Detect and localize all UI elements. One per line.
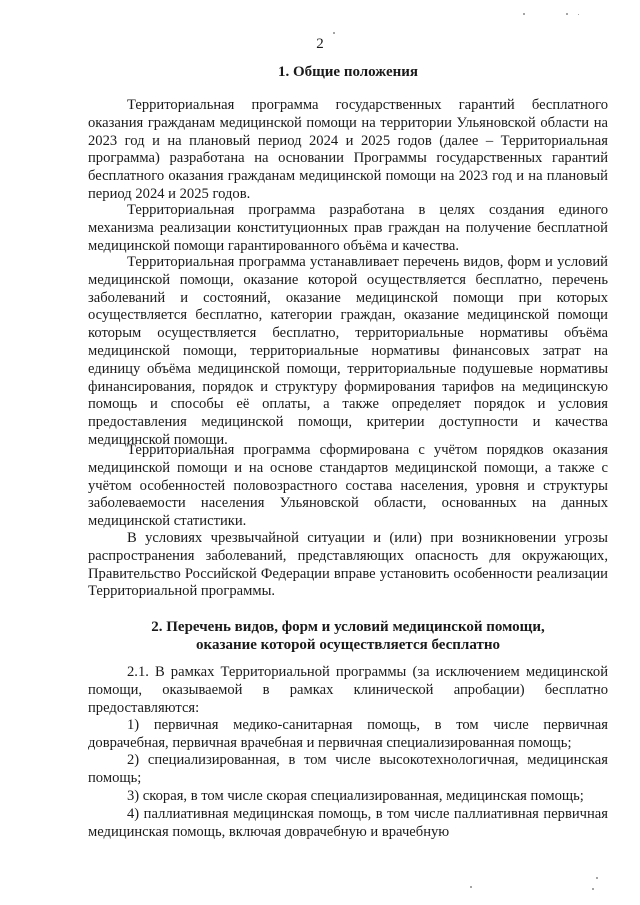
section-2-heading-line-2: оказание которой осуществляется бесплатно — [196, 637, 500, 653]
section-1-paragraph-3: Территориальная программа устанавливает перечень видов, форм и условий медицинской помощи, оказание которой осуществляется бесплатно, перечень заболеваний и состояний, оказание медицинской помощи при которых осуществляется бесплатно, категории граждан, оказание медицинской помощи которым осуществляется бесплатно, территориальные нормативы объёма медицинской помощи, территориальные нормативы финансовых затрат на единицу объёма медицинской помощи, территориальные подушевые нормативы финансирования, порядок и структуру формирования тарифов на медицинскую помощь и способы её оплаты, а также определяет порядок и условия предоставления медицинской помощи, критерии доступности и качества медицинской помощи. — [88, 254, 608, 448]
scan-speck — [578, 14, 579, 15]
scan-speck — [592, 888, 594, 890]
section-2-paragraph-4: 3) скорая, в том числе скорая специализированная, медицинская помощь; — [127, 788, 584, 804]
scan-speck — [566, 13, 568, 15]
scan-speck — [470, 886, 472, 888]
section-2-paragraph-1: 2.1. В рамках Территориальной программы (за исключением медицинской помощи, оказываемой в рамках клинической апробации) бесплатно предоставляются: — [88, 664, 608, 716]
section-2-paragraph-3: 2) специализированная, в том числе высокотехнологичная, медицинская помощь; — [88, 752, 608, 786]
scan-speck — [596, 877, 598, 879]
section-1-paragraph-4: Территориальная программа сформирована с учётом порядков оказания медицинской помощи и на основе стандартов медицинской помощи, а также с учётом особенностей половозрастного состава населения, уровня и структуры заболеваемости населения Ульяновской области, основанных на данных медицинской статистики. — [88, 442, 608, 530]
section-1-paragraph-5: В условиях чрезвычайной ситуации и (или) при возникновении угрозы распространения заболеваний, представляющих опасность для окружающих, Правительство Российской Федерации вправе установить особенности реализации Территориальной программы. — [88, 530, 608, 600]
section-2-heading — [88, 618, 608, 654]
section-2-paragraph-2: 1) первичная медико-санитарная помощь, в том числе первичная доврачебная, первичная врачебная и первичная специализированная помощь; — [88, 717, 608, 751]
section-1-paragraph-1: Территориальная программа государственных гарантий бесплатного оказания гражданам медицинской помощи на территории Ульяновской области на 2023 год и на плановый период 2024 и 2025 годов (далее – Территориальная программа) разработана на основании Программы государственных гарантий бесплатного оказания гражданам медицинской помощи на 2023 год и на плановый период 2024 и 2025 годов. — [88, 97, 608, 202]
scan-speck — [523, 13, 525, 15]
scan-speck — [333, 32, 335, 34]
section-1-heading: 1. Общие положения — [277, 64, 419, 80]
page-number: 2 — [316, 36, 324, 52]
section-2-paragraph-5: 4) паллиативная медицинская помощь, в том числе паллиативная первичная медицинская помощь, включая доврачебную и врачебную — [88, 806, 608, 840]
section-2-heading-line-1: 2. Перечень видов, форм и условий медицинской помощи, — [151, 619, 545, 635]
section-1-paragraph-2: Территориальная программа разработана в целях создания единого механизма реализации конституционных прав граждан на получение бесплатной медицинской помощи гарантированного объёма и качества. — [88, 202, 608, 254]
